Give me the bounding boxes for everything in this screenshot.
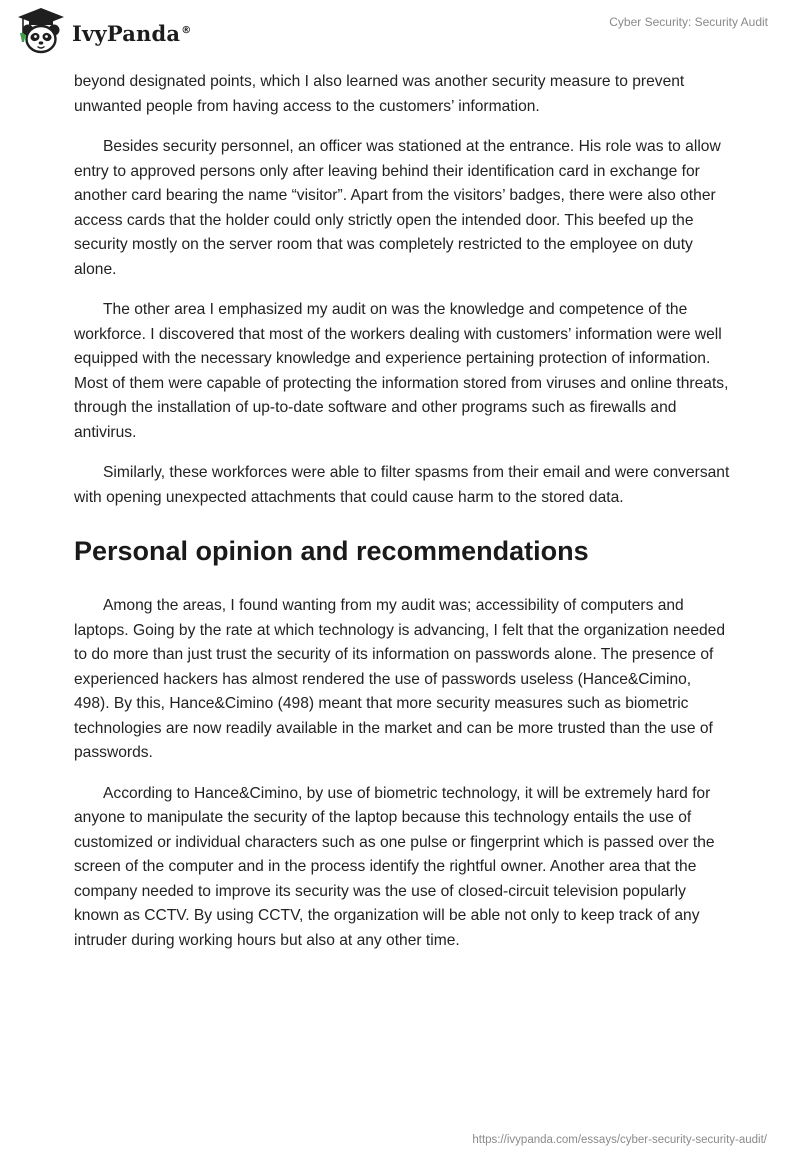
essay-content	[74, 70, 730, 969]
running-title: Cyber Security: Security Audit	[609, 15, 768, 29]
paragraph: According to Hance&Cimino, by use of biometric technology, it will be extremely hard for anyone to manipulate the security of the laptop because this technology entails the use of customized or individual characters such as one pulse or fingerprint which is passed over the screen of the computer and in the process identify the rightful owner. Another area that the company needed to improve its security was the use of closed-circuit television popularly known as CCTV. By using CCTV, the organization will be able not only to keep track of any intruder during working hours but also at any other time.	[74, 784, 715, 949]
paragraph: beyond designated points, which I also learned was another security measure to prevent unwanted people from having access to the customers’ information.	[74, 73, 685, 115]
source-url[interactable]: https://ivypanda.com/essays/cyber-security-security-audit/	[472, 1134, 767, 1146]
registered-mark: ®	[181, 24, 192, 36]
brand-logo[interactable]	[14, 6, 191, 56]
page-header	[0, 0, 800, 62]
panda-graduate-icon	[14, 6, 68, 56]
paragraph: Among the areas, I found wanting from my audit was; accessibility of computers and laptops. Going by the rate at which technology is advancing, I felt that the organization needed to do more than just trust the security of its information on passwords alone. The presence of experienced hackers has almost rendered the use of passwords useless (Hance&Cimino, 498). By this, Hance&Cimino (498) meant that more security measures such as biometric technologies are now readily available in the market and can be more trusted than the use of passwords.	[74, 597, 726, 761]
brand-name: IvyPanda®	[72, 20, 192, 46]
paragraph: Besides security personnel, an officer was stationed at the entrance. His role was to allow entry to approved persons only after leaving behind their identification card in exchange for another card bearing the name “visitor”. Apart from the visitors’ badges, there were also other access cards that the holder could only strictly open the intended door. This beefed up the security mostly on the server room that was completely restricted to the employee on duty alone.	[74, 138, 721, 278]
section-heading: Personal opinion and recommendations	[74, 536, 589, 566]
paragraph: The other area I emphasized my audit on was the knowledge and competence of the workforce. I discovered that most of the workers dealing with customers’ information were well equipped with the necessary knowledge and experience pertaining protection of information. Most of them were capable of protecting the information stored from viruses and online threats, through the installation of up-to-date software and other programs such as firewalls and antivirus.	[74, 301, 729, 441]
paragraph: Similarly, these workforces were able to filter spasms from their email and were conversant with opening unexpected attachments that could cause harm to the stored data.	[74, 464, 730, 506]
